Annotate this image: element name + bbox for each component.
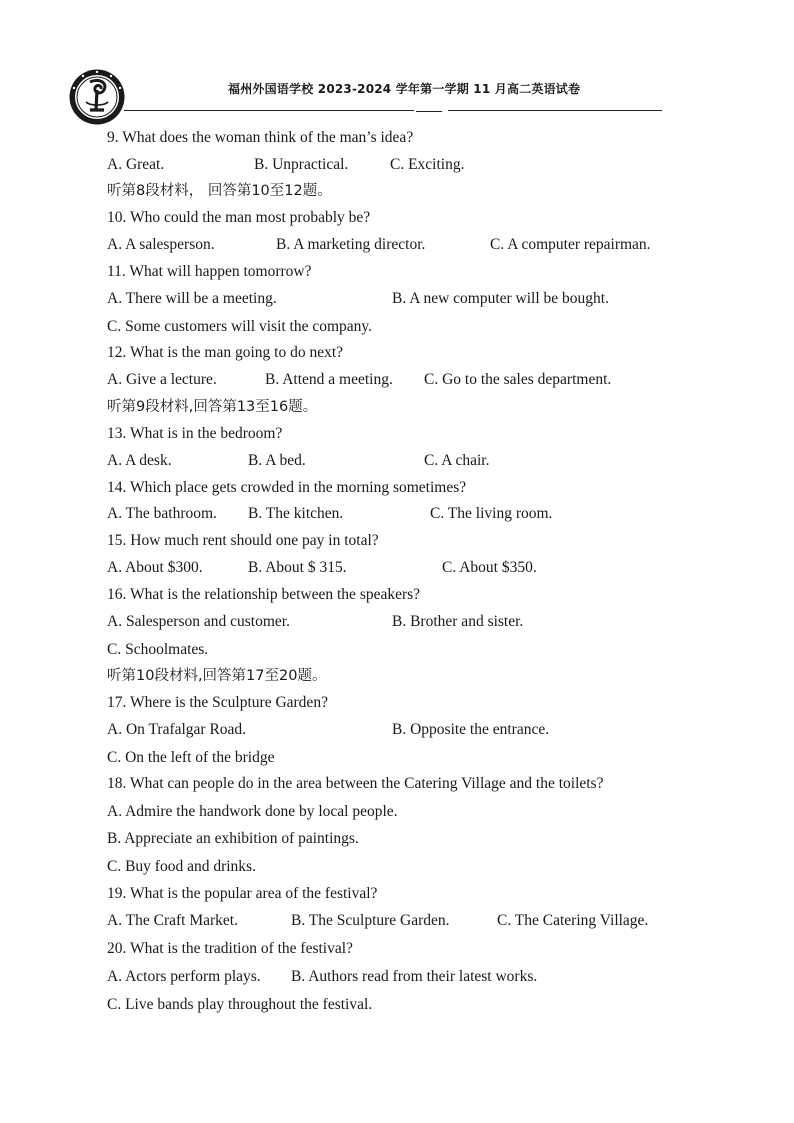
school-emblem-icon: [68, 68, 126, 126]
question-20-option-c: C. Live bands play throughout the festival.: [107, 996, 373, 1013]
question-14-option-c: C. The living room.: [430, 505, 553, 522]
question-20-option-b: B. Authors read from their latest works.: [291, 968, 538, 985]
question-18-option-b: B. Appreciate an exhibition of paintings.: [107, 830, 359, 847]
question-14-stem: 14. Which place gets crowded in the morning sometimes?: [107, 479, 467, 496]
question-11-option-b: B. A new computer will be bought.: [392, 290, 609, 307]
question-16-option-c: C. Schoolmates.: [107, 641, 209, 658]
question-17-stem: 17. Where is the Sculpture Garden?: [107, 694, 328, 711]
question-13-option-c: C. A chair.: [424, 452, 490, 469]
question-10-option-c: C. A computer repairman.: [490, 236, 651, 253]
question-13-option-b: B. A bed.: [248, 452, 306, 469]
question-9-option-b: B. Unpractical.: [254, 156, 349, 173]
question-17-option-b: B. Opposite the entrance.: [392, 721, 550, 738]
question-16-option-a: A. Salesperson and customer.: [107, 613, 290, 630]
header-rule: [124, 110, 414, 111]
question-12-option-a: A. Give a lecture.: [107, 371, 217, 388]
question-10-option-b: B. A marketing director.: [276, 236, 426, 253]
question-20-stem: 20. What is the tradition of the festival?: [107, 940, 353, 957]
question-11-option-a: A. There will be a meeting.: [107, 290, 277, 307]
section-instruction-8: 听第8段材料， 回答第10至12题。: [107, 183, 332, 199]
header-rule: [416, 111, 442, 112]
question-14-option-b: B. The kitchen.: [248, 505, 344, 522]
header-rule: [448, 110, 662, 111]
question-13-stem: 13. What is in the bedroom?: [107, 425, 283, 442]
question-14-option-a: A. The bathroom.: [107, 505, 217, 522]
page-header-title: 福州外国语学校 2023-2024 学年第一学期 11 月高二英语试卷: [228, 82, 581, 96]
question-18-option-c: C. Buy food and drinks.: [107, 858, 256, 875]
question-16-option-b: B. Brother and sister.: [392, 613, 524, 630]
question-17-option-a: A. On Trafalgar Road.: [107, 721, 247, 738]
question-12-option-c: C. Go to the sales department.: [424, 371, 612, 388]
question-19-option-b: B. The Sculpture Garden.: [291, 912, 450, 929]
question-15-option-b: B. About $ 315.: [248, 559, 347, 576]
question-15-option-c: C. About $350.: [442, 559, 537, 576]
question-11-stem: 11. What will happen tomorrow?: [107, 263, 312, 280]
question-12-stem: 12. What is the man going to do next?: [107, 344, 344, 361]
question-19-stem: 19. What is the popular area of the festival?: [107, 885, 378, 902]
question-11-option-c: C. Some customers will visit the company.: [107, 318, 373, 335]
question-12-option-b: B. Attend a meeting.: [265, 371, 393, 388]
question-19-option-a: A. The Craft Market.: [107, 912, 238, 929]
question-9-option-c: C. Exciting.: [390, 156, 465, 173]
section-instruction-10: 听第10段材料,回答第17至20题。: [107, 668, 327, 684]
question-16-stem: 16. What is the relationship between the speakers?: [107, 586, 421, 603]
question-10-option-a: A. A salesperson.: [107, 236, 215, 253]
question-13-option-a: A. A desk.: [107, 452, 172, 469]
question-9-option-a: A. Great.: [107, 156, 165, 173]
section-instruction-9: 听第9段材料,回答第13至16题。: [107, 399, 318, 415]
question-18-option-a: A. Admire the handwork done by local people.: [107, 803, 398, 820]
question-9-stem: 9. What does the woman think of the man’s idea?: [107, 129, 414, 146]
question-18-stem: 18. What can people do in the area between the Catering Village and the toilets?: [107, 775, 604, 792]
question-15-stem: 15. How much rent should one pay in total?: [107, 532, 379, 549]
question-17-option-c: C. On the left of the bridge: [107, 749, 275, 766]
question-20-option-a: A. Actors perform plays.: [107, 968, 261, 985]
question-10-stem: 10. Who could the man most probably be?: [107, 209, 371, 226]
question-15-option-a: A. About $300.: [107, 559, 203, 576]
question-19-option-c: C. The Catering Village.: [497, 912, 649, 929]
